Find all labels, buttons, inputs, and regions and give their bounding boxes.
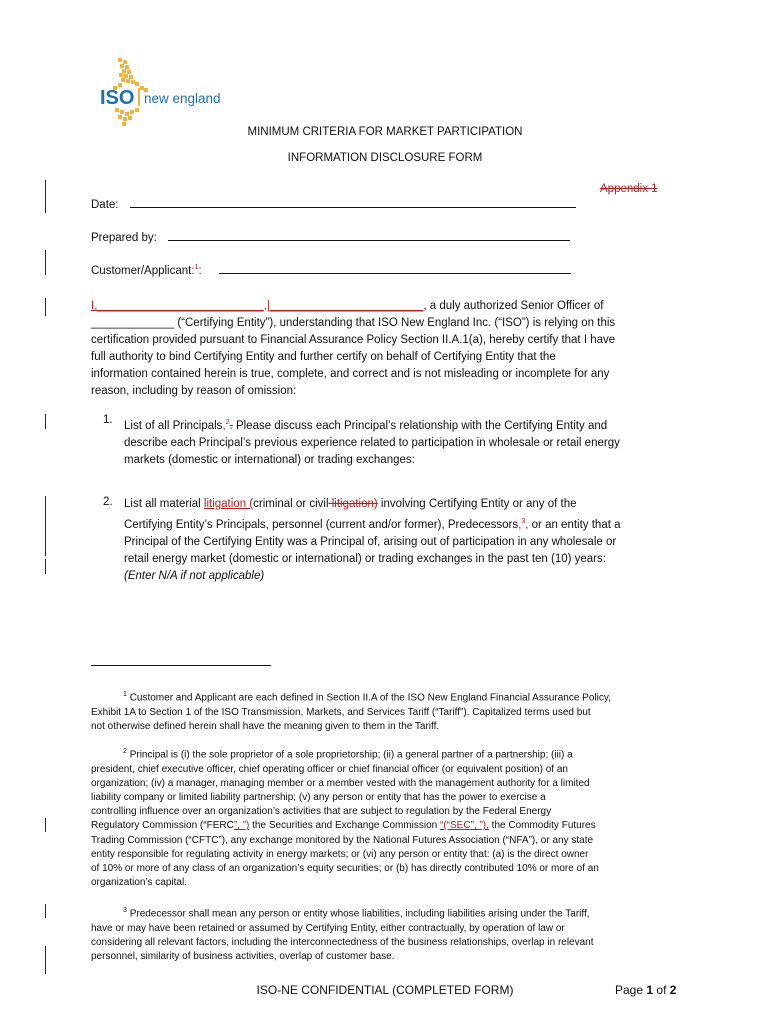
cert-i: I, <box>91 300 98 312</box>
prepared-label: Prepared by: <box>91 232 157 244</box>
footnote-1: $^1$ Customer and Applicant are each defined in Section II.A of the ISO New England Financial Assurance Policy, Exhibit 1A to Section 1 of the ISO Transmission, Markets, and Services Tariff (“Tariff”). Capitalized terms used but not otherwise defined herein shall have the meaning given to them in the Tariff. <box>91 691 611 732</box>
item-2-number: 2. <box>103 496 113 508</box>
change-bar <box>45 818 46 832</box>
change-bar <box>45 250 46 275</box>
name-blank[interactable]: __________________________ <box>97 300 264 312</box>
footer-confidential: ISO-NE CONFIDENTIAL (COMPLETED FORM) <box>256 983 514 997</box>
title-blank[interactable]: ________________________ <box>269 300 424 312</box>
change-bar <box>45 298 46 316</box>
change-bar <box>45 414 46 429</box>
item-2: List all material litigation (criminal or civil litigation) involving Certifying Entity or any of the Certifying Entity’s Principals, personnel (current and/or former), Predecessors,$^3$, or an entity that a Principal of the Certifying Entity was a Principal of, arising out of participation in any wholesale or retail energy market (domestic or international) or trading exchanges in the past ten (10) years: (Enter N/A if not applicable) <box>124 498 621 582</box>
certification-paragraph: I,__________________________,|________________________, a duly authorized Senior Officer of _____________ (“Certifying Entity”), understanding that ISO New England Inc. (“ISO”) is relying on this certification provided pursuant to Financial Assurance Policy Section II.A.1(a), hereby certify that I have full authority to bind Certifying Entity and further certify on behalf of Certifying Entity that the information contained herein is true, complete, and correct and is not misleading or incomplete for any reason, including by reason of omission: <box>91 300 616 397</box>
customer-row: Customer/Applicant:$^1$: <box>91 262 571 277</box>
prepared-by-field[interactable] <box>168 229 570 241</box>
logo-sub: new england <box>144 91 221 106</box>
date-field[interactable] <box>130 196 576 208</box>
change-bar <box>45 180 46 213</box>
page-number: Page 1 of 2 <box>615 983 677 997</box>
item-1-footnote-ref: 2 <box>225 419 230 426</box>
customer-label: Customer/Applicant <box>91 265 192 277</box>
date-row <box>91 196 576 211</box>
form-subtitle: INFORMATION DISCLOSURE FORM <box>287 152 483 164</box>
form-title: MINIMUM CRITERIA FOR MARKET PARTICIPATION <box>247 126 523 138</box>
iso-new-england-logo <box>100 58 250 128</box>
item-1-number: 1. <box>103 414 113 426</box>
logo-graphic <box>100 58 250 130</box>
footnote-3: $^3$ Predecessor shall mean any person or entity whose liabilities, including liabilities arising under the Tariff, have or may have been retained or assumed by Certifying Entity, either contractually, by operation of law or considering all relevant factors, including the interconnectedness of the business relationships, overlap in relevant personnel, similarity of business activities, overlap of customer base. <box>91 907 594 962</box>
change-bar <box>45 946 46 974</box>
logo-brand: ISO <box>100 87 135 109</box>
appendix-label: Appendix 1 <box>600 183 658 195</box>
item-1: List of all Principals,$^2$. Please discuss each Principal’s relationship with the Certifying Entity and describe each Principal’s previous experience related to participation in wholesale or retail energy markets (domestic or international) or trading exchanges: <box>124 419 620 466</box>
item-2-footnote-ref: 3 <box>521 518 526 525</box>
footnote-2: $^2$ Principal is (i) the sole proprietor of a sole proprietorship; (ii) a general partner of a partnership; (iii) a president, chief executive officer, chief operating officer or chief financial officer (or equivalent position) of an organization; (iv) a manager, managing member or a member vested with the management authority for a limited liability company or limited liability partnership; (v) any person or entity that has the power to exercise a controlling influence over an organization’s activities that are subject to regulation by the Federal Energy Regulatory Commission (“FERC”, ”) the Securities and Exchange Commission “(“SEC”, ”), the Commodity Futures Trading Commission (“CFTC”), any exchange monitored by the National Futures Association (“NFA”), or any state entity responsible for regulating activity in energy markets; or (vi) any person or entity that: (a) is the direct owner of 10% or more of any class of an organization’s equity securities; or (b) has directly contributed 10% or more of an organization’s capital. <box>91 748 599 889</box>
customer-field[interactable] <box>219 262 571 274</box>
customer-footnote-ref: 1 <box>194 264 199 272</box>
date-label: Date: <box>91 199 119 211</box>
change-bar <box>45 496 46 556</box>
change-bar <box>45 904 46 918</box>
prepared-row <box>91 229 570 244</box>
footnote-separator <box>91 665 271 666</box>
change-bar <box>45 559 46 574</box>
